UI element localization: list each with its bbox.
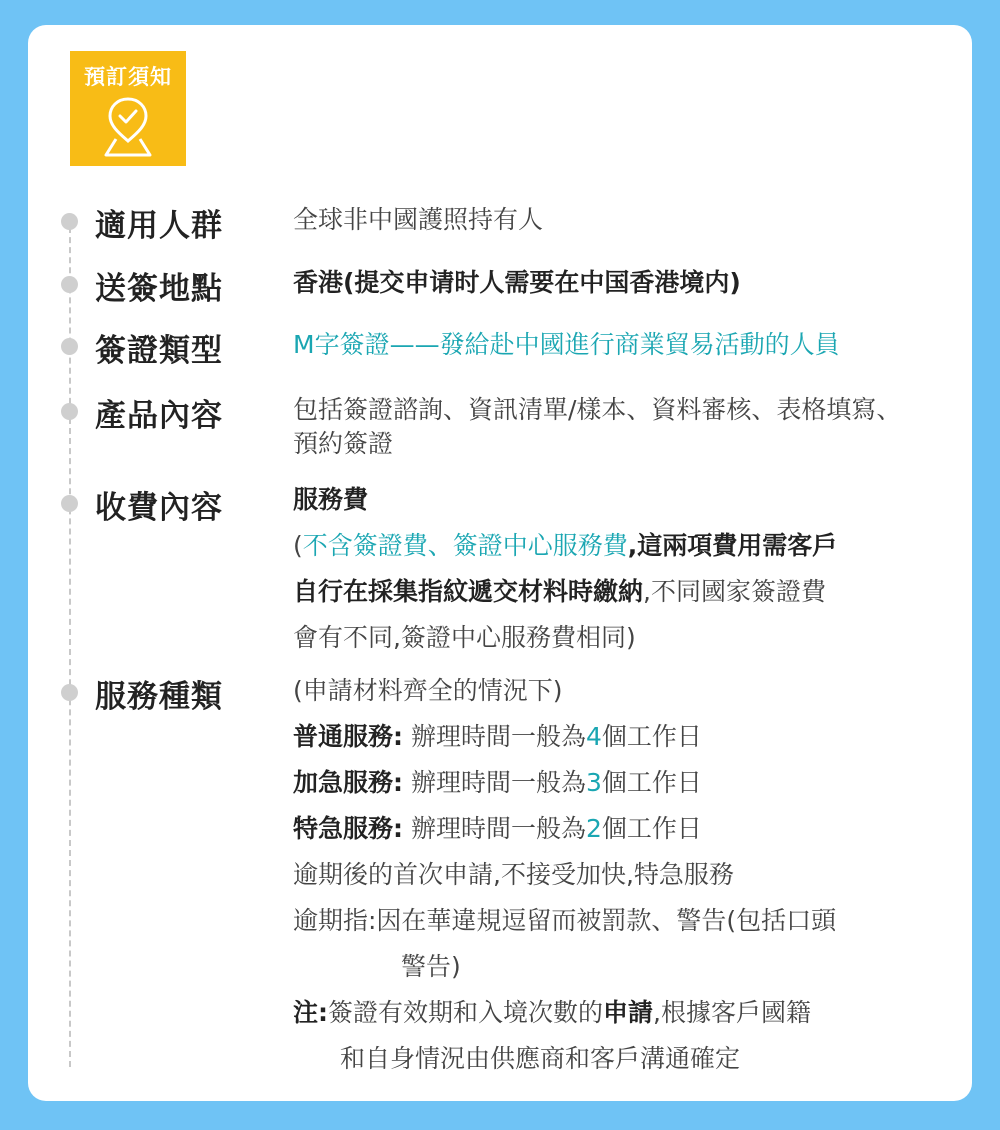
audience-value: 全球非中國護照持有人	[293, 205, 544, 234]
service-note: 注:簽證有效期和入境次數的申請,根據客戶國籍	[293, 998, 811, 1027]
audience-label: 適用人群	[95, 208, 223, 244]
location-label: 送簽地點	[95, 271, 223, 307]
info-card	[28, 25, 972, 1101]
timeline-dot	[61, 403, 78, 420]
express-service: 加急服務: 辦理時間一般為3個工作日	[293, 768, 702, 797]
badge-title: 預訂須知	[84, 65, 172, 89]
product-value: 包括簽證諮詢、資訊清單/樣本、資料審核、表格填寫、 預約簽證	[293, 395, 902, 458]
timeline-dot	[61, 495, 78, 512]
visa-type-value: M字簽證——發給赴中國進行商業貿易活動的人員	[293, 330, 840, 359]
timeline-dot	[61, 338, 78, 355]
visa-type-label: 簽證類型	[95, 333, 223, 369]
booking-notice-badge	[70, 51, 186, 166]
urgent-service: 特急服務: 辦理時間一般為2個工作日	[293, 814, 702, 843]
normal-service: 普通服務: 辦理時間一般為4個工作日	[293, 722, 702, 751]
fees-label: 收費內容	[95, 490, 223, 526]
timeline-dot	[61, 684, 78, 701]
product-label: 產品內容	[95, 398, 223, 434]
timeline-dot	[61, 276, 78, 293]
location-value: 香港(提交申请时人需要在中国香港境内)	[293, 268, 741, 297]
service-label: 服務種類	[95, 679, 223, 715]
service-value: (申請材料齊全的情況下) 普通服務: 辦理時間一般為4個工作日 加急服務: 辦理時間一般為3個工作日 特急服務: 辦理時間一般為2個工作日 逾期後的首次申請,不接受加快,特急服務 逾期指:因在華違規逗留而被罰款、警告(包括口頭 警告) 注:簽證有效期和入境次數的申請,根據客戶國籍 和自身情況由供應商和客戶溝通確定	[293, 668, 963, 1082]
fees-value: 服務費 (不含簽證費、簽證中心服務費,這兩項費用需客戶 自行在採集指紋遞交材料時繳納,不同國家簽證費 會有不同,簽證中心服務費相同)	[293, 485, 838, 652]
map-pin-check-icon	[100, 93, 156, 159]
timeline-dot	[61, 213, 78, 230]
